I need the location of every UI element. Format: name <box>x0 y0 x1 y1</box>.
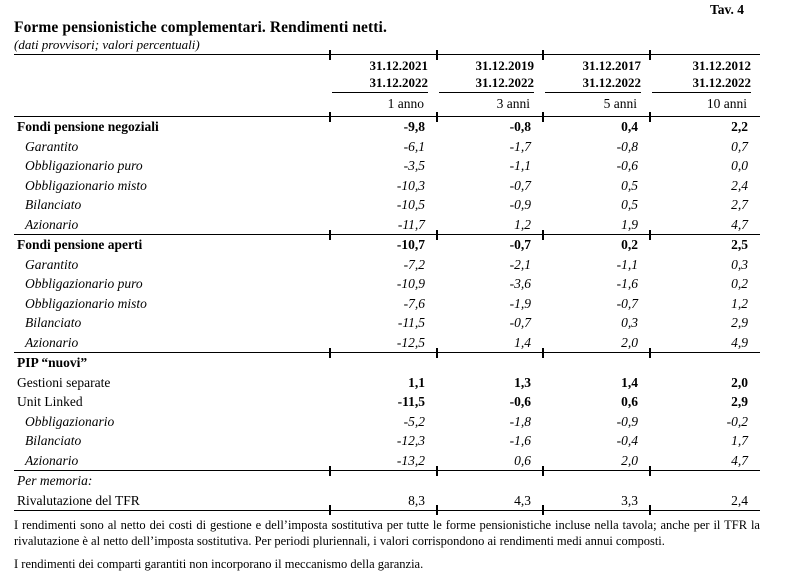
column-date-range <box>439 58 534 93</box>
row-label: Obbligazionario misto <box>25 295 147 311</box>
value-cell: -11,5 <box>397 394 425 409</box>
table-row <box>14 255 760 275</box>
table-row <box>14 313 760 333</box>
value-cell: -1,1 <box>616 256 638 272</box>
row-label: Azionario <box>25 452 79 468</box>
table-row <box>14 215 760 235</box>
value-cell: -1,8 <box>509 413 531 429</box>
value-cell: 1,1 <box>408 374 425 390</box>
value-cell: -0,4 <box>616 433 638 448</box>
value-cell: -0,8 <box>616 138 638 154</box>
column-header <box>650 55 760 117</box>
table-row <box>14 294 760 314</box>
row-label: Gestioni separate <box>17 374 111 390</box>
table-row <box>14 156 760 176</box>
value-cell: -0,7 <box>509 315 531 330</box>
value-cell: 2,9 <box>731 315 748 330</box>
row-label: Fondi pensione aperti <box>14 235 330 255</box>
value-cell: 3,3 <box>543 491 650 511</box>
value-cell: -11,7 <box>397 216 425 232</box>
column-date-from: 31.12.2012 <box>692 58 751 73</box>
column-date-to: 31.12.2022 <box>369 74 428 90</box>
value-cell <box>543 471 650 491</box>
value-cell: -0,2 <box>726 413 748 429</box>
value-cell <box>543 353 650 373</box>
value-cell <box>330 471 437 491</box>
table-row <box>14 353 760 373</box>
value-cell: 1,7 <box>731 433 748 448</box>
value-cell: -1,6 <box>616 276 638 291</box>
table-row <box>14 137 760 157</box>
value-cell: 1,4 <box>514 334 531 350</box>
value-cell: 1,9 <box>621 216 638 232</box>
value-cell: 2,2 <box>650 117 760 137</box>
value-cell <box>437 353 543 373</box>
row-label: Azionario <box>25 334 79 350</box>
value-cell: 8,3 <box>330 491 437 511</box>
column-period-label: 10 anni <box>706 96 747 111</box>
value-cell: -12,5 <box>396 334 425 350</box>
table-row <box>14 471 760 491</box>
value-cell: -0,7 <box>437 235 543 255</box>
value-cell: -6,1 <box>403 138 425 154</box>
page-title: Forme pensionistiche complementari. Rendimenti netti. <box>14 19 387 36</box>
value-cell: -10,7 <box>330 235 437 255</box>
column-date-from: 31.12.2017 <box>582 58 641 73</box>
row-label: Per memoria: <box>14 471 330 491</box>
footnotes <box>14 517 760 572</box>
value-cell: -13,2 <box>396 452 425 468</box>
value-cell: 0,3 <box>731 256 748 272</box>
table-row <box>14 392 760 412</box>
table-row <box>14 412 760 432</box>
row-label: Bilanciato <box>25 197 82 212</box>
value-cell: -1,6 <box>509 433 531 448</box>
value-cell: 2,0 <box>621 334 638 350</box>
row-label: PIP “nuovi” <box>14 353 330 373</box>
value-cell: -0,7 <box>616 295 638 311</box>
row-label: Obbligazionario puro <box>25 158 143 173</box>
returns-table <box>14 54 760 511</box>
table-row <box>14 195 760 215</box>
table-row <box>14 333 760 353</box>
value-cell: 4,7 <box>731 452 748 468</box>
value-cell <box>650 471 760 491</box>
value-cell: 0,7 <box>731 138 748 154</box>
value-cell: -0,9 <box>616 413 638 429</box>
row-label: Garantito <box>25 256 79 272</box>
column-date-range <box>332 58 428 93</box>
value-cell: -3,6 <box>509 276 531 291</box>
value-cell: -0,6 <box>509 394 531 409</box>
value-cell: 1,4 <box>621 374 638 390</box>
value-cell: -12,3 <box>396 433 425 448</box>
row-label: Obbligazionario <box>25 413 115 429</box>
column-period-label: 1 anno <box>387 96 424 111</box>
table-row <box>14 431 760 451</box>
table-row <box>14 117 760 137</box>
value-cell <box>650 353 760 373</box>
value-cell <box>330 353 437 373</box>
value-cell <box>437 471 543 491</box>
table-header-row <box>14 55 760 117</box>
table-row <box>14 373 760 393</box>
value-cell: -3,5 <box>403 158 425 173</box>
value-cell: -10,5 <box>396 197 425 212</box>
value-cell: 1,3 <box>514 374 531 390</box>
column-date-range <box>545 58 641 93</box>
value-cell: -0,6 <box>616 158 638 173</box>
value-cell: -9,8 <box>330 117 437 137</box>
row-label: Obbligazionario puro <box>25 276 143 291</box>
header-spacer-cell <box>14 55 330 117</box>
value-cell: -7,2 <box>403 256 425 272</box>
column-date-to: 31.12.2022 <box>582 74 641 90</box>
value-cell: 4,7 <box>731 216 748 232</box>
value-cell: -2,1 <box>509 256 531 272</box>
value-cell: -1,9 <box>509 295 531 311</box>
value-cell: 1,2 <box>731 295 748 311</box>
table-row <box>14 176 760 196</box>
value-cell: 1,2 <box>514 216 531 232</box>
table-row <box>14 491 760 511</box>
value-cell: 0,4 <box>543 117 650 137</box>
value-cell: -0,9 <box>509 197 531 212</box>
row-label: Bilanciato <box>25 433 82 448</box>
row-label: Rivalutazione del TFR <box>14 491 330 511</box>
column-period-label: 5 anni <box>603 96 637 111</box>
footnote: I rendimenti dei comparti garantiti non incorporano il meccanismo della garanzia. <box>14 557 424 571</box>
column-date-to: 31.12.2022 <box>475 74 534 90</box>
row-label: Obbligazionario misto <box>25 177 147 193</box>
column-header <box>543 55 650 117</box>
value-cell: 0,2 <box>731 276 748 291</box>
column-date-from: 31.12.2019 <box>475 58 534 73</box>
value-cell: -5,2 <box>403 413 425 429</box>
table-row <box>14 235 760 255</box>
row-label: Fondi pensione negoziali <box>14 117 330 137</box>
row-label: Garantito <box>25 138 79 154</box>
value-cell: 2,0 <box>731 374 748 390</box>
value-cell: -11,5 <box>397 315 425 330</box>
table-row <box>14 451 760 471</box>
value-cell: 2,9 <box>731 394 748 409</box>
row-label: Bilanciato <box>25 315 82 330</box>
value-cell: 2,5 <box>650 235 760 255</box>
value-cell: 0,0 <box>731 158 748 173</box>
value-cell: 4,9 <box>731 334 748 350</box>
value-cell: 0,2 <box>543 235 650 255</box>
value-cell: -0,7 <box>509 177 531 193</box>
value-cell: 0,6 <box>621 394 638 409</box>
column-date-range <box>652 58 751 93</box>
value-cell: -0,8 <box>437 117 543 137</box>
value-cell: 4,3 <box>437 491 543 511</box>
value-cell: -10,3 <box>396 177 425 193</box>
column-header <box>437 55 543 117</box>
value-cell: 0,3 <box>621 315 638 330</box>
value-cell: 2,4 <box>650 491 760 511</box>
row-label: Unit Linked <box>17 394 83 409</box>
footnote: I rendimenti sono al netto dei costi di gestione e dell’imposta sostitutiva per tutte le forme pensionistiche incluse nella tavola; anche per il TFR la rivalutazione è al netto dell’imposta sostitutiva. Per periodi pluriennali, i valori corrispondono ai rendimenti medi annui composti. <box>14 518 760 548</box>
value-cell: 0,6 <box>514 452 531 468</box>
value-cell: 0,5 <box>621 177 638 193</box>
column-period-label: 3 anni <box>496 96 530 111</box>
value-cell: -1,7 <box>509 138 531 154</box>
value-cell: -7,6 <box>403 295 425 311</box>
page-subtitle: (dati provvisori; valori percentuali) <box>14 37 200 52</box>
column-header <box>330 55 437 117</box>
value-cell: 0,5 <box>621 197 638 212</box>
table-number-label: Tav. 4 <box>709 2 744 17</box>
value-cell: -1,1 <box>509 158 531 173</box>
table-row <box>14 274 760 294</box>
value-cell: 2,7 <box>731 197 748 212</box>
column-date-from: 31.12.2021 <box>369 58 428 73</box>
column-date-to: 31.12.2022 <box>692 74 751 90</box>
value-cell: 2,4 <box>731 177 748 193</box>
value-cell: 2,0 <box>621 452 638 468</box>
value-cell: -10,9 <box>396 276 425 291</box>
row-label: Azionario <box>25 216 79 232</box>
